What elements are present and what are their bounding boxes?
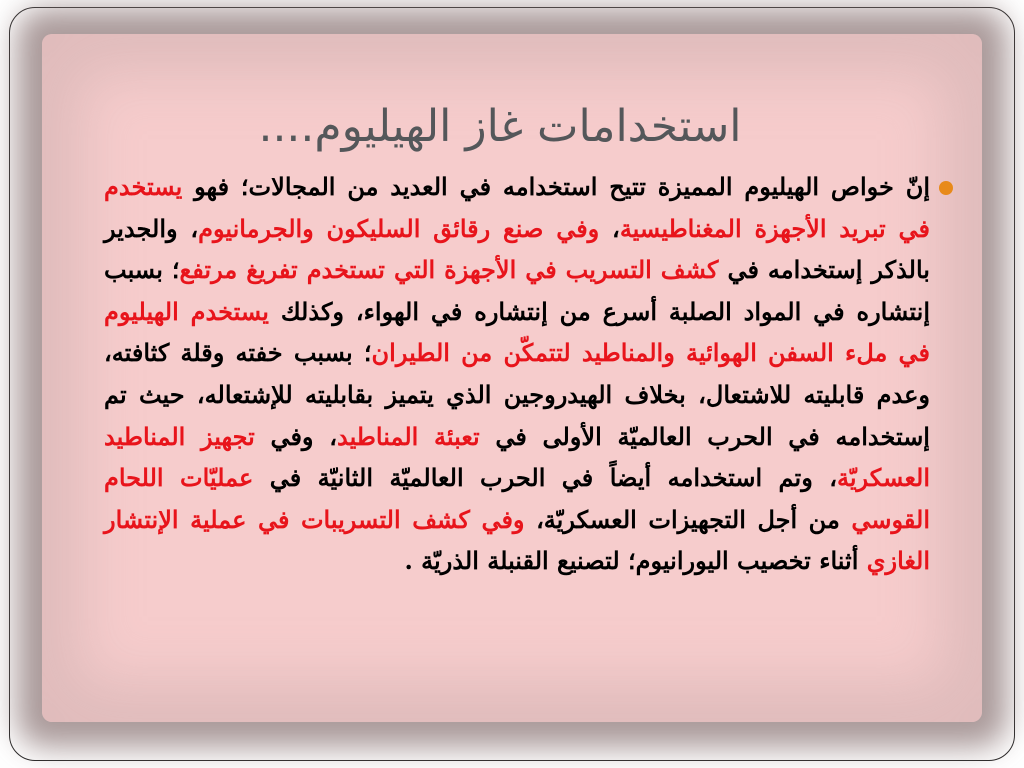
slide-title: استخدامات غاز الهيليوم.... — [258, 101, 742, 152]
text-segment: ، — [599, 213, 620, 243]
text-segment: أثناء تخصيب اليورانيوم؛ لتصنيع القنبلة الذريّة . — [404, 546, 867, 576]
text-segment: من أجل التجهيزات العسكريّة، — [524, 504, 852, 534]
text-segment: ، وتم استخدامه أيضاً في الحرب العالميّة الثانيّة في — [253, 463, 837, 493]
bullet-dot-icon — [939, 181, 953, 195]
text-segment: ؛ بسبب خفته وقلة كثافته، وعدم قابليته للاشتعال، بخلاف الهيدروجين الذي يتميز بقابليته للإشتعاله، حيث تم إستخدامه في الحرب العالميّة الأولى في — [104, 338, 930, 451]
highlighted-text-segment: وفي كشف التسريبات في عملية الإنتشار الغازي — [104, 504, 930, 576]
text-segment: ؛ بسبب إنتشاره في المواد الصلبة أسرع من إنتشاره في الهواء، وكذلك — [104, 255, 930, 326]
bullet-paragraph — [104, 166, 930, 582]
text-segment: ، والجدير بالذكر إستخدامه في — [104, 213, 930, 285]
highlighted-text-segment: كشف التسريب في الأجهزة التي تستخدم تفريغ مرتفع — [179, 255, 719, 285]
highlighted-text-segment: وفي صنع رقائق السليكون والجرمانيوم — [198, 213, 600, 243]
highlighted-text-segment: تجهيز المناطيد العسكريّة — [104, 421, 931, 493]
highlighted-text-segment: يستخدم الهيليوم في ملء السفن الهوائية والمناطيد لتتمكّن من الطيران — [104, 296, 931, 368]
highlighted-text-segment: تعبئة المناطيد — [336, 421, 480, 451]
text-segment: إنّ خواص الهيليوم المميزة تتيح استخدامه في العديد من المجالات؛ فهو — [182, 172, 930, 201]
text-segment: ، وفي — [254, 421, 337, 451]
highlighted-text-segment: عمليّات اللحام القوسي — [104, 463, 930, 534]
highlighted-text-segment: يستخدم في تبريد الأجهزة المغناطيسية — [104, 172, 930, 243]
